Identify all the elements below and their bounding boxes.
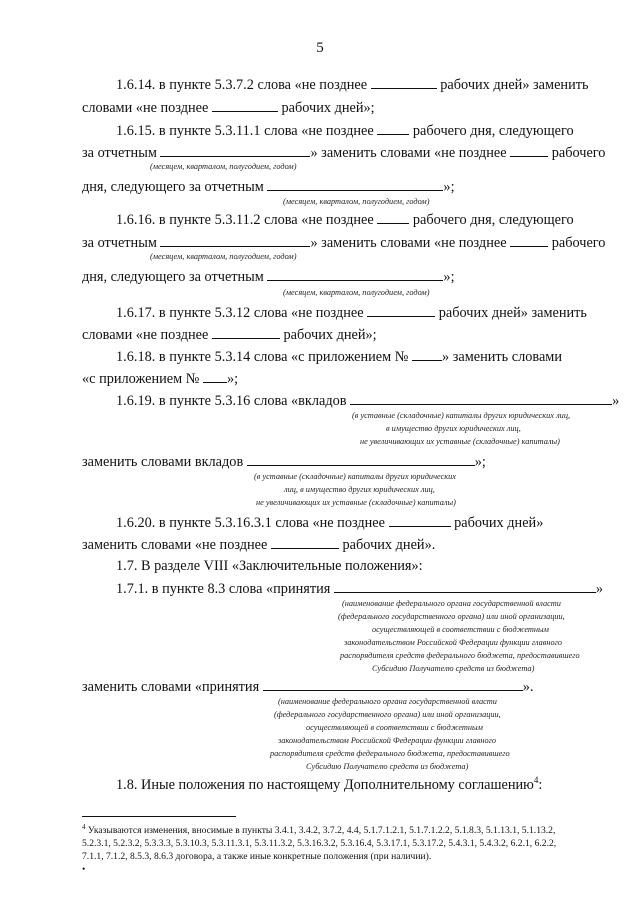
- blank-line: [212, 325, 280, 339]
- hint-caption: распорядителя средств федерального бюджета, предоставившего: [340, 651, 580, 660]
- clause-1-8: [116, 776, 542, 794]
- clause-text: 1.6.17. в пункте 5.3.12 слова «не позднее: [116, 305, 364, 321]
- clause-1-6-16: [116, 210, 574, 229]
- blank-line: [510, 233, 548, 247]
- hint-caption: (в уставные (складочные) капиталы других юридических: [254, 472, 456, 481]
- hint-caption: законодательством Российской Федерации функции главного: [278, 736, 497, 745]
- hint-caption: (месяцем, кварталом, полугодием, годом): [150, 162, 297, 171]
- blank-line: [212, 98, 278, 112]
- hint-caption: (федерального государственного органа) или иной организации,: [338, 612, 565, 621]
- clause-line: [82, 98, 375, 117]
- clause-line: [82, 233, 605, 252]
- clause-1-6-18: [116, 347, 562, 366]
- clause-text: рабочих дней»: [454, 515, 544, 531]
- blank-line: [389, 513, 451, 527]
- clause-line: [82, 535, 435, 554]
- clause-text: » заменить словами «не позднее: [310, 145, 507, 161]
- section-1-7-heading: 1.7. В разделе VIII «Заключительные положения»:: [116, 558, 423, 574]
- clause-text: :: [538, 777, 543, 793]
- clause-line: [82, 325, 377, 344]
- clause-text: за отчетным: [82, 145, 157, 161]
- blank-line: [263, 677, 523, 691]
- footnote-separator: [82, 816, 236, 817]
- clause-text: рабочего дня, следующего: [412, 212, 574, 228]
- clause-text: дня, следующего за отчетным: [82, 269, 264, 285]
- footnote-mark: 4: [82, 823, 86, 831]
- blank-line: [203, 369, 227, 383]
- clause-text: заменить словами «не позднее: [82, 537, 268, 553]
- clause-text: «с приложением №: [82, 371, 200, 387]
- hint-caption: лиц, в имущество других юридических лиц,: [284, 485, 435, 494]
- clause-1-6-20: [116, 513, 543, 532]
- clause-text: » заменить словами «не позднее: [310, 235, 507, 251]
- footnote-bullet: •: [82, 864, 86, 875]
- clause-text: рабочего: [551, 235, 606, 251]
- clause-text: рабочих дней» заменить: [440, 77, 589, 93]
- clause-text: рабочего дня, следующего: [412, 123, 574, 139]
- footnote-text: 7.1.1, 7.1.2, 8.5.3, 8.6.3 договора, а также иные конкретные положения (при наличии).: [82, 851, 432, 862]
- clause-text: »;: [443, 179, 455, 195]
- clause-text: за отчетным: [82, 235, 157, 251]
- blank-line: [160, 233, 310, 247]
- hint-caption: осуществляющей в соответствии с бюджетным: [306, 723, 483, 732]
- clause-1-6-15: [116, 121, 574, 140]
- clause-1-6-19: [116, 391, 619, 410]
- clause-text: рабочих дней»;: [283, 327, 377, 343]
- hint-caption: (наименование федерального органа государственной власти: [342, 599, 561, 608]
- clause-text: словами «не позднее: [82, 327, 209, 343]
- hint-caption: в имущество других юридических лиц,: [386, 424, 521, 433]
- blank-line: [510, 143, 548, 157]
- clause-text: заменить словами «принятия: [82, 679, 260, 695]
- clause-line: [82, 177, 455, 196]
- clause-text: 1.6.20. в пункте 5.3.16.3.1 слова «не позднее: [116, 515, 385, 531]
- hint-caption: не увеличивающих их уставные (складочные) капиталы): [256, 498, 456, 507]
- clause-text: 1.8. Иные положения по настоящему Дополнительному соглашению: [116, 777, 534, 793]
- clause-text: словами «не позднее: [82, 100, 209, 116]
- hint-caption: (федерального государственного органа) или иной организации,: [274, 710, 501, 719]
- hint-caption: (месяцем, кварталом, полугодием, годом): [283, 288, 430, 297]
- clause-text: 1.6.19. в пункте 5.3.16 слова «вкладов: [116, 393, 347, 409]
- clause-text: »;: [474, 454, 486, 470]
- clause-text: рабочих дней»;: [281, 100, 375, 116]
- hint-caption: (в уставные (складочные) капиталы других юридических лиц,: [352, 411, 571, 420]
- blank-line: [350, 391, 612, 405]
- footnote-text: 5.2.3.1, 5.2.3.2, 5.3.3.3, 5.3.10.3, 5.3.11.3.1, 5.3.11.3.2, 5.3.16.3.2, 5.3.16.4, 5.3.17.1, 5.3.17.2, 5.4.3.1, 5.4.3.2, 6.2.1, 6.2.2,: [82, 838, 557, 849]
- blank-line: [247, 452, 475, 466]
- clause-1-6-17: [116, 303, 587, 322]
- clause-text: рабочих дней» заменить: [438, 305, 587, 321]
- hint-caption: не увеличивающих их уставные (складочные) капиталы): [360, 437, 560, 446]
- clause-text: заменить словами вкладов: [82, 454, 244, 470]
- hint-caption: законодательством Российской Федерации функции главного: [344, 638, 563, 647]
- clause-text: » заменить словами: [442, 349, 562, 365]
- clause-line: [82, 677, 533, 696]
- blank-line: [271, 535, 339, 549]
- hint-caption: (наименование федерального органа государственной власти: [278, 697, 497, 706]
- clause-text: ».: [522, 679, 534, 695]
- hint-caption: Субсидию Получателю средств из бюджета): [306, 762, 469, 771]
- blank-line: [412, 347, 442, 361]
- blank-line: [371, 75, 437, 89]
- hint-caption: Субсидию Получателю средств из бюджета): [372, 664, 535, 673]
- clause-text: »;: [443, 269, 455, 285]
- clause-line: [82, 143, 605, 162]
- blank-line: [160, 143, 310, 157]
- blank-line: [267, 267, 443, 281]
- footnote-text: Указываются изменения, вносимые в пункты 3.4.1, 3.4.2, 3.7.2, 4.4, 5.1.7.1.2.1, 5.1.7.1.2.2, 5.1.8.3, 5.1.13.1, 5.1.13.2,: [87, 825, 556, 836]
- page-number: 5: [316, 40, 324, 56]
- hint-caption: осуществляющей в соответствии с бюджетным: [372, 625, 549, 634]
- clause-line: [82, 369, 238, 388]
- footnote: [82, 825, 555, 838]
- hint-caption: распорядителя средств федерального бюджета, предоставившего: [270, 749, 510, 758]
- clause-text: рабочих дней».: [342, 537, 436, 553]
- blank-line: [367, 303, 435, 317]
- clause-1-7-1: [116, 579, 603, 598]
- clause-1-6-14: [116, 75, 589, 94]
- clause-text: »;: [226, 371, 239, 387]
- clause-text: 1.6.14. в пункте 5.3.7.2 слова «не позднее: [116, 77, 368, 93]
- clause-text: 1.6.15. в пункте 5.3.11.1 слова «не позднее: [116, 123, 374, 139]
- blank-line: [377, 121, 409, 135]
- clause-line: [82, 267, 455, 286]
- clause-text: рабочего: [551, 145, 606, 161]
- clause-text: 1.6.16. в пункте 5.3.11.2 слова «не позднее: [116, 212, 374, 228]
- clause-text: 1.6.18. в пункте 5.3.14 слова «с приложением №: [116, 349, 409, 365]
- hint-caption: (месяцем, кварталом, полугодием, годом): [283, 197, 430, 206]
- clause-text: »: [595, 581, 604, 597]
- blank-line: [377, 210, 409, 224]
- clause-text: 1.7.1. в пункте 8.3 слова «принятия: [116, 581, 331, 597]
- clause-text: »: [612, 393, 620, 409]
- blank-line: [267, 177, 443, 191]
- blank-line: [334, 579, 596, 593]
- hint-caption: (месяцем, кварталом, полугодием, годом): [150, 252, 297, 261]
- clause-text: дня, следующего за отчетным: [82, 179, 264, 195]
- clause-line: [82, 452, 486, 471]
- footnote-reference[interactable]: 4: [533, 775, 539, 785]
